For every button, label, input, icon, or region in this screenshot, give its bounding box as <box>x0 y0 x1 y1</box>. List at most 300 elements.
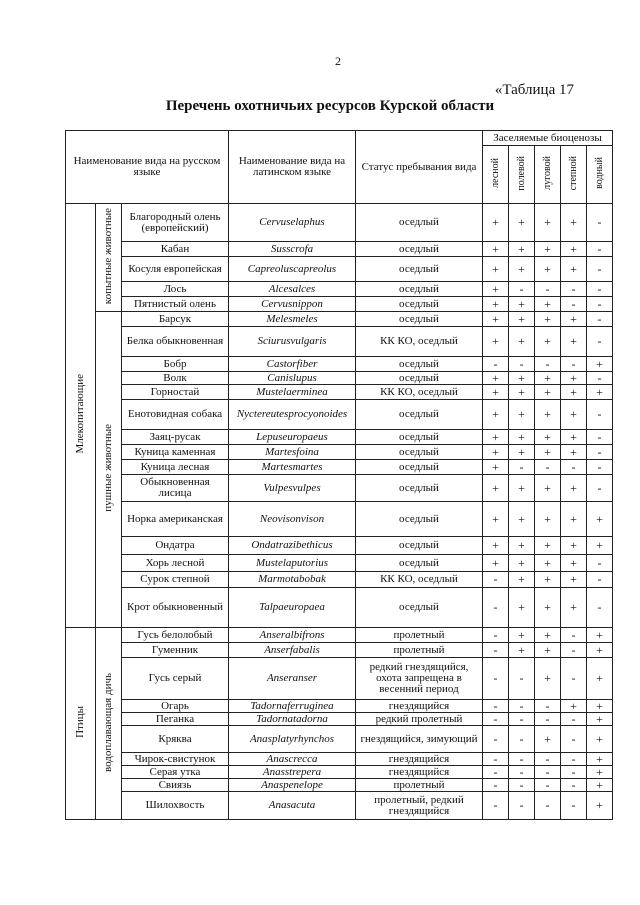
residence-status: пролетный <box>356 628 483 643</box>
residence-status: оседлый <box>356 400 483 430</box>
biotope-forest-cell: - <box>483 766 509 779</box>
header-biotope-label: степной <box>568 155 579 191</box>
table-row <box>66 357 613 372</box>
biotope-meadow-cell: + <box>535 242 561 257</box>
species-name-ru: Чирок-свистунок <box>122 753 229 766</box>
biotope-water-cell: - <box>587 445 613 460</box>
residence-status: гнездящийся <box>356 753 483 766</box>
species-name-lat: Marmotabobak <box>229 572 356 588</box>
table-row <box>66 257 613 282</box>
biotope-forest-cell: - <box>483 713 509 726</box>
biotope-field-cell: - <box>509 753 535 766</box>
table-row <box>66 658 613 700</box>
biotope-steppe-cell: + <box>561 257 587 282</box>
residence-status: оседлый <box>356 430 483 445</box>
biotope-field-cell: + <box>509 537 535 555</box>
species-name-ru: Сурок степной <box>122 572 229 588</box>
biotope-water-cell: - <box>587 312 613 327</box>
biotope-steppe-cell: - <box>561 643 587 658</box>
species-name-ru: Пятнистый олень <box>122 297 229 312</box>
biotope-water-cell: - <box>587 572 613 588</box>
header-biotope-label: луговой <box>542 156 553 190</box>
residence-status: редкий пролетный <box>356 713 483 726</box>
biotope-meadow-cell: + <box>535 628 561 643</box>
biotope-field-cell: + <box>509 430 535 445</box>
group-label: пушные животные <box>102 424 114 512</box>
biotope-meadow-cell: + <box>535 372 561 385</box>
species-name-lat: Talpaeuropaea <box>229 588 356 628</box>
biotope-meadow-cell: - <box>535 357 561 372</box>
biotope-field-cell: + <box>509 204 535 242</box>
species-name-lat: Anasplatyrhynchos <box>229 726 356 753</box>
table-row <box>66 502 613 537</box>
biotope-steppe-cell: + <box>561 555 587 572</box>
table-row <box>66 753 613 766</box>
biotope-forest-cell: + <box>483 460 509 475</box>
species-name-ru: Косуля европейская <box>122 257 229 282</box>
residence-status: гнездящийся <box>356 766 483 779</box>
residence-status: оседлый <box>356 282 483 297</box>
header-biotope-steppe <box>561 146 587 204</box>
residence-status: пролетный, редкий гнездящийся <box>356 792 483 820</box>
biotope-water-cell: - <box>587 282 613 297</box>
biotope-meadow-cell: + <box>535 385 561 400</box>
biotope-field-cell: + <box>509 400 535 430</box>
biotope-forest-cell: - <box>483 700 509 713</box>
biotope-field-cell: + <box>509 257 535 282</box>
biotope-water-cell: + <box>587 753 613 766</box>
biotope-meadow-cell: - <box>535 282 561 297</box>
species-name-ru: Пеганка <box>122 713 229 726</box>
residence-status: оседлый <box>356 502 483 537</box>
biotope-steppe-cell: + <box>561 588 587 628</box>
biotope-forest-cell: - <box>483 572 509 588</box>
biotope-steppe-cell: - <box>561 753 587 766</box>
biotope-steppe-cell: - <box>561 713 587 726</box>
biotope-steppe-cell: - <box>561 658 587 700</box>
biotope-field-cell: + <box>509 297 535 312</box>
biotope-steppe-cell: - <box>561 297 587 312</box>
residence-status: оседлый <box>356 475 483 502</box>
biotope-field-cell: + <box>509 572 535 588</box>
biotope-water-cell: - <box>587 430 613 445</box>
species-name-ru: Белка обыкновенная <box>122 327 229 357</box>
table-row <box>66 430 613 445</box>
biotope-field-cell: + <box>509 502 535 537</box>
biotope-field-cell: - <box>509 713 535 726</box>
biotope-forest-cell: + <box>483 242 509 257</box>
biotope-forest-cell: - <box>483 726 509 753</box>
biotope-meadow-cell: - <box>535 779 561 792</box>
species-name-ru: Куница лесная <box>122 460 229 475</box>
species-name-lat: Vulpesvulpes <box>229 475 356 502</box>
biotope-water-cell: - <box>587 555 613 572</box>
biotope-steppe-cell: + <box>561 445 587 460</box>
biotope-field-cell: - <box>509 766 535 779</box>
residence-status: КК КО, оседлый <box>356 385 483 400</box>
table-row <box>66 204 613 242</box>
biotope-steppe-cell: - <box>561 766 587 779</box>
biotope-field-cell: + <box>509 588 535 628</box>
biotope-steppe-cell: - <box>561 792 587 820</box>
species-name-ru: Гусь белолобый <box>122 628 229 643</box>
biotope-forest-cell: - <box>483 643 509 658</box>
group-label: копытные животные <box>102 207 114 305</box>
biotope-steppe-cell: + <box>561 204 587 242</box>
biotope-forest-cell: + <box>483 204 509 242</box>
species-name-lat: Nyctereutesprocyonoides <box>229 400 356 430</box>
residence-status: КК КО, оседлый <box>356 327 483 357</box>
table-body <box>66 204 613 820</box>
biotope-field-cell: + <box>509 628 535 643</box>
residence-status: пролетный <box>356 779 483 792</box>
group-cell <box>96 204 122 312</box>
residence-status: оседлый <box>356 588 483 628</box>
species-name-lat: Tadornatadorna <box>229 713 356 726</box>
species-name-lat: Anasacuta <box>229 792 356 820</box>
biotope-steppe-cell: + <box>561 502 587 537</box>
species-name-ru: Обыкновенная лисица <box>122 475 229 502</box>
table-row <box>66 460 613 475</box>
biotope-water-cell: + <box>587 385 613 400</box>
header-biotope-label: водный <box>594 157 605 189</box>
table-row <box>66 726 613 753</box>
biotope-forest-cell: + <box>483 555 509 572</box>
biotope-field-cell: + <box>509 475 535 502</box>
species-name-lat: Anseranser <box>229 658 356 700</box>
biotope-meadow-cell: - <box>535 753 561 766</box>
biotope-water-cell: - <box>587 204 613 242</box>
biotope-steppe-cell: - <box>561 779 587 792</box>
biotope-meadow-cell: + <box>535 257 561 282</box>
residence-status: оседлый <box>356 257 483 282</box>
table-header <box>66 131 613 204</box>
biotope-field-cell: - <box>509 779 535 792</box>
biotope-forest-cell: + <box>483 297 509 312</box>
biotope-field-cell: + <box>509 445 535 460</box>
hunting-resources-table <box>65 130 613 820</box>
biotope-meadow-cell: + <box>535 445 561 460</box>
species-name-ru: Лось <box>122 282 229 297</box>
table-row <box>66 588 613 628</box>
species-name-ru: Куница каменная <box>122 445 229 460</box>
table-row <box>66 385 613 400</box>
biotope-water-cell: - <box>587 475 613 502</box>
table-row <box>66 766 613 779</box>
species-name-ru: Хорь лесной <box>122 555 229 572</box>
species-name-ru: Норка американская <box>122 502 229 537</box>
biotope-forest-cell: + <box>483 385 509 400</box>
biotope-field-cell: - <box>509 726 535 753</box>
species-name-ru: Гуменник <box>122 643 229 658</box>
table-row <box>66 297 613 312</box>
table-row <box>66 372 613 385</box>
group-label: водоплавающая дичь <box>102 672 114 772</box>
biotope-water-cell: + <box>587 537 613 555</box>
species-name-lat: Melesmeles <box>229 312 356 327</box>
biotope-water-cell: + <box>587 700 613 713</box>
table-label: «Таблица 17 <box>494 82 574 98</box>
biotope-field-cell: - <box>509 460 535 475</box>
biotope-meadow-cell: + <box>535 400 561 430</box>
biotope-field-cell: + <box>509 312 535 327</box>
biotope-field-cell: - <box>509 792 535 820</box>
biotope-meadow-cell: - <box>535 460 561 475</box>
biotope-forest-cell: + <box>483 312 509 327</box>
biotope-steppe-cell: - <box>561 628 587 643</box>
species-name-lat: Neovisonvison <box>229 502 356 537</box>
header-biotope-label: полевой <box>516 155 527 191</box>
residence-status: оседлый <box>356 460 483 475</box>
biotope-water-cell: + <box>587 726 613 753</box>
residence-status: оседлый <box>356 297 483 312</box>
biotope-steppe-cell: - <box>561 460 587 475</box>
biotope-forest-cell: + <box>483 282 509 297</box>
table-row <box>66 700 613 713</box>
header-status: Статус пребывания вида <box>356 131 483 204</box>
biotope-field-cell: + <box>509 242 535 257</box>
biotope-water-cell: - <box>587 400 613 430</box>
species-name-lat: Anasstrepera <box>229 766 356 779</box>
species-name-ru: Ондатра <box>122 537 229 555</box>
biotope-steppe-cell: + <box>561 572 587 588</box>
biotope-forest-cell: + <box>483 475 509 502</box>
biotope-field-cell: - <box>509 700 535 713</box>
biotope-water-cell: - <box>587 460 613 475</box>
biotope-water-cell: - <box>587 242 613 257</box>
biotope-forest-cell: + <box>483 400 509 430</box>
biotope-water-cell: - <box>587 297 613 312</box>
species-name-lat: Cervusnippon <box>229 297 356 312</box>
species-name-ru: Кряква <box>122 726 229 753</box>
biotope-forest-cell: + <box>483 257 509 282</box>
species-name-lat: Sciurusvulgaris <box>229 327 356 357</box>
biotope-steppe-cell: + <box>561 537 587 555</box>
species-name-lat: Lepuseuropaeus <box>229 430 356 445</box>
residence-status: оседлый <box>356 312 483 327</box>
biotope-steppe-cell: + <box>561 385 587 400</box>
residence-status: оседлый <box>356 372 483 385</box>
biotope-meadow-cell: + <box>535 572 561 588</box>
species-name-lat: Alcesalces <box>229 282 356 297</box>
biotope-field-cell: + <box>509 372 535 385</box>
biotope-water-cell: - <box>587 327 613 357</box>
species-name-lat: Mustelaputorius <box>229 555 356 572</box>
biotope-meadow-cell: - <box>535 766 561 779</box>
class-cell <box>66 628 96 820</box>
species-name-lat: Tadornaferruginea <box>229 700 356 713</box>
group-cell <box>96 312 122 628</box>
residence-status: оседлый <box>356 537 483 555</box>
biotope-forest-cell: + <box>483 502 509 537</box>
table-row <box>66 327 613 357</box>
species-name-lat: Anascrecca <box>229 753 356 766</box>
biotope-steppe-cell: + <box>561 700 587 713</box>
table-row <box>66 792 613 820</box>
residence-status: оседлый <box>356 357 483 372</box>
species-name-lat: Capreoluscapreolus <box>229 257 356 282</box>
species-name-ru: Волк <box>122 372 229 385</box>
header-biotope-field <box>509 146 535 204</box>
biotope-water-cell: + <box>587 792 613 820</box>
biotope-water-cell: + <box>587 502 613 537</box>
biotope-forest-cell: - <box>483 658 509 700</box>
residence-status: оседлый <box>356 555 483 572</box>
biotope-meadow-cell: + <box>535 726 561 753</box>
group-cell <box>96 628 122 820</box>
biotope-steppe-cell: + <box>561 242 587 257</box>
species-name-ru: Енотовидная собака <box>122 400 229 430</box>
biotope-steppe-cell: + <box>561 327 587 357</box>
biotope-steppe-cell: - <box>561 282 587 297</box>
header-biotope-water <box>587 146 613 204</box>
residence-status: гнездящийся <box>356 700 483 713</box>
biotope-steppe-cell: + <box>561 400 587 430</box>
species-name-lat: Martesfoina <box>229 445 356 460</box>
biotope-meadow-cell: - <box>535 792 561 820</box>
table-row <box>66 282 613 297</box>
table-row <box>66 242 613 257</box>
header-biotope-forest <box>483 146 509 204</box>
table-row <box>66 628 613 643</box>
biotope-forest-cell: - <box>483 779 509 792</box>
biotope-water-cell: + <box>587 766 613 779</box>
biotope-meadow-cell: + <box>535 297 561 312</box>
residence-status: гнездящийся, зимующий <box>356 726 483 753</box>
species-name-ru: Гусь серый <box>122 658 229 700</box>
biotope-meadow-cell: + <box>535 327 561 357</box>
species-name-ru: Горностай <box>122 385 229 400</box>
residence-status: редкий гнездящийся, охота запрещена в весенний период <box>356 658 483 700</box>
table-row <box>66 779 613 792</box>
species-name-lat: Martesmartes <box>229 460 356 475</box>
biotope-field-cell: + <box>509 643 535 658</box>
table-row <box>66 555 613 572</box>
header-species-lat: Наименование вида на латинском языке <box>229 131 356 204</box>
biotope-forest-cell: - <box>483 792 509 820</box>
species-name-lat: Ondatrazibethicus <box>229 537 356 555</box>
biotope-forest-cell: + <box>483 445 509 460</box>
species-name-ru: Барсук <box>122 312 229 327</box>
biotope-meadow-cell: + <box>535 658 561 700</box>
table-row <box>66 312 613 327</box>
residence-status: КК КО, оседлый <box>356 572 483 588</box>
species-name-lat: Anserfabalis <box>229 643 356 658</box>
table-row <box>66 537 613 555</box>
biotope-meadow-cell: + <box>535 643 561 658</box>
species-name-ru: Свиязь <box>122 779 229 792</box>
page-number: 2 <box>335 54 341 68</box>
biotope-steppe-cell: + <box>561 430 587 445</box>
biotope-forest-cell: - <box>483 357 509 372</box>
header-biotopes-group: Заселяемые биоценозы <box>483 131 613 146</box>
biotope-water-cell: + <box>587 628 613 643</box>
biotope-steppe-cell: + <box>561 312 587 327</box>
biotope-field-cell: + <box>509 385 535 400</box>
species-name-lat: Cervuselaphus <box>229 204 356 242</box>
table-row <box>66 572 613 588</box>
biotope-meadow-cell: + <box>535 502 561 537</box>
table-row <box>66 713 613 726</box>
residence-status: оседлый <box>356 204 483 242</box>
species-name-ru: Огарь <box>122 700 229 713</box>
biotope-meadow-cell: + <box>535 312 561 327</box>
table-row <box>66 475 613 502</box>
biotope-water-cell: + <box>587 658 613 700</box>
biotope-water-cell: + <box>587 643 613 658</box>
species-name-ru: Бобр <box>122 357 229 372</box>
biotope-meadow-cell: + <box>535 204 561 242</box>
biotope-field-cell: - <box>509 658 535 700</box>
biotope-forest-cell: - <box>483 628 509 643</box>
biotope-field-cell: + <box>509 555 535 572</box>
biotope-water-cell: - <box>587 257 613 282</box>
biotope-water-cell: + <box>587 779 613 792</box>
residence-status: оседлый <box>356 242 483 257</box>
residence-status: оседлый <box>356 445 483 460</box>
biotope-meadow-cell: - <box>535 713 561 726</box>
biotope-forest-cell: + <box>483 430 509 445</box>
species-name-lat: Canislupus <box>229 372 356 385</box>
species-name-ru: Шилохвость <box>122 792 229 820</box>
biotope-meadow-cell: + <box>535 430 561 445</box>
table-row <box>66 643 613 658</box>
biotope-steppe-cell: + <box>561 372 587 385</box>
species-name-lat: Susscrofa <box>229 242 356 257</box>
species-name-lat: Castorfiber <box>229 357 356 372</box>
biotope-forest-cell: - <box>483 753 509 766</box>
header-biotope-meadow <box>535 146 561 204</box>
species-name-ru: Благородный олень (европейский) <box>122 204 229 242</box>
biotope-forest-cell: + <box>483 537 509 555</box>
biotope-water-cell: + <box>587 357 613 372</box>
species-name-ru: Кабан <box>122 242 229 257</box>
biotope-meadow-cell: - <box>535 700 561 713</box>
species-name-ru: Серая утка <box>122 766 229 779</box>
class-cell <box>66 204 96 628</box>
biotope-field-cell: - <box>509 357 535 372</box>
biotope-forest-cell: - <box>483 588 509 628</box>
biotope-meadow-cell: + <box>535 537 561 555</box>
biotope-field-cell: - <box>509 282 535 297</box>
species-name-ru: Заяц-русак <box>122 430 229 445</box>
residence-status: пролетный <box>356 643 483 658</box>
biotope-meadow-cell: + <box>535 555 561 572</box>
biotope-steppe-cell: - <box>561 357 587 372</box>
header-species-ru: Наименование вида на русском языке <box>66 131 229 204</box>
biotope-water-cell: - <box>587 588 613 628</box>
biotope-meadow-cell: + <box>535 475 561 502</box>
document-title: Перечень охотничьих ресурсов Курской области <box>165 98 495 114</box>
table-row <box>66 400 613 430</box>
species-name-lat: Anseralbifrons <box>229 628 356 643</box>
header-biotope-label: лесной <box>490 158 501 188</box>
biotope-steppe-cell: + <box>561 475 587 502</box>
biotope-water-cell: + <box>587 713 613 726</box>
biotope-water-cell: - <box>587 372 613 385</box>
biotope-field-cell: + <box>509 327 535 357</box>
biotope-steppe-cell: - <box>561 726 587 753</box>
biotope-meadow-cell: + <box>535 588 561 628</box>
species-name-lat: Mustelaerminea <box>229 385 356 400</box>
species-name-lat: Anaspenelope <box>229 779 356 792</box>
table-row <box>66 445 613 460</box>
biotope-forest-cell: + <box>483 327 509 357</box>
class-label: Млекопитающие <box>74 374 86 454</box>
biotope-forest-cell: + <box>483 372 509 385</box>
class-label: Птицы <box>74 706 86 738</box>
species-name-ru: Крот обыкновенный <box>122 588 229 628</box>
